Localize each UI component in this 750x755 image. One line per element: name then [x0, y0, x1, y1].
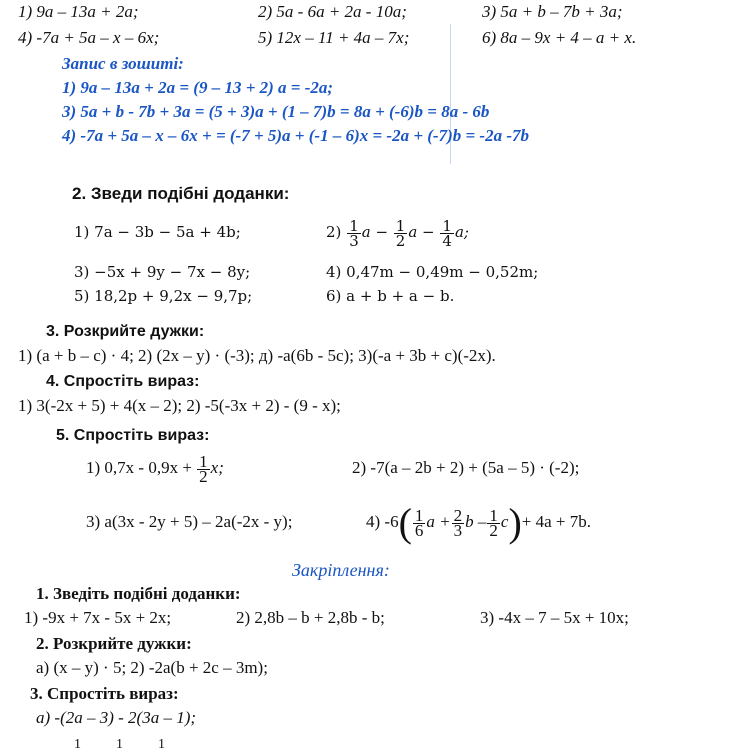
frac-num: 1: [395, 216, 406, 235]
fraction: [197, 451, 210, 486]
task2-item-2-prefix: 2): [326, 223, 342, 241]
cons-task2-line: а) (x – y) · 5; 2) -2a(b + 2c – 3m);: [36, 658, 268, 677]
cons-task3-title: 3. Спростіть вираз:: [30, 684, 179, 703]
frac-den: 2: [395, 231, 406, 250]
cons-task1-c: 3) -4x – 7 – 5x + 10x;: [480, 608, 629, 627]
frac-den: 6: [414, 520, 424, 540]
term-var: c: [500, 512, 509, 531]
task2-item-5: 5) 18,2p + 9,2x − 9,7p;: [74, 287, 253, 305]
frac-den: 2: [489, 520, 498, 540]
fraction: [394, 216, 408, 250]
task5-item-4: [366, 500, 591, 544]
top-expr-4: 4) -7a + 5a – x – 6x;: [18, 28, 160, 47]
task2-item-1: 1) 7a − 3b − 5a + 4b;: [74, 223, 241, 241]
term-var: a +: [426, 512, 451, 531]
notebook-line-1: 1) 9a – 13a + 2a = (9 – 13 + 2) a = -2a;: [62, 78, 334, 97]
fraction: [347, 216, 361, 250]
cons-task1-a: 1) -9x + 7x - 5x + 2x;: [24, 608, 172, 627]
term-var: a −: [361, 223, 389, 241]
cons-task3-line: а) -(2a – 3) - 2(3a – 1);: [36, 708, 197, 727]
task5-item-4-b: + 4a + 7b.: [521, 512, 591, 531]
task2-title: 2. Зведи подібні доданки:: [72, 184, 290, 203]
top-expr-1: 1) 9a – 13a + 2a;: [18, 2, 139, 21]
frac-num: 1: [414, 505, 424, 525]
task5-title: 5. Спростіть вираз:: [56, 427, 210, 444]
top-expr-2: 2) 5a - 6a + 2a - 10a;: [258, 2, 407, 21]
frac-num: 1: [199, 451, 208, 471]
task5-item-1: [86, 448, 224, 488]
notebook-title: Запис в зошиті:: [62, 54, 184, 73]
right-paren: ): [508, 500, 522, 546]
cons-task3-partial: 1 1 1: [74, 737, 165, 752]
fraction: [413, 505, 426, 540]
task3-line: 1) (a + b – c) · 4; 2) (2x – y) · (-3); д) -a(6b - 5c); 3)(-a + 3b + c)(-2x).: [18, 346, 496, 365]
notebook-line-4: 4) -7a + 5a – x – 6x + = (-7 + 5)a + (-1 – 6)x = -2a + (-7)b = -2a -7b: [62, 126, 530, 145]
task2-item-2: [326, 212, 469, 252]
cons-task1-title: 1. Зведіть подібні доданки:: [36, 584, 241, 603]
frac-den: 3: [453, 520, 463, 540]
task2-item-6: 6) a + b + a − b.: [326, 287, 455, 305]
cons-task2-title: 2. Розкрийте дужки:: [36, 634, 192, 653]
task5-item-1-b: x;: [210, 458, 224, 477]
frac-num: 2: [453, 505, 463, 525]
top-expr-6: 6) 8a – 9x + 4 – a + x.: [482, 28, 637, 47]
term-var: b –: [465, 512, 487, 531]
frac-num: 1: [442, 216, 452, 235]
task2-item-4: 4) 0,47m − 0,49m − 0,52m;: [326, 263, 539, 281]
frac-den: 4: [442, 231, 452, 250]
term-var: a −: [408, 223, 435, 241]
task5-item-3: 3) a(3x - 2y + 5) – 2a(-2x - y);: [86, 512, 293, 531]
frac-num: 1: [349, 216, 359, 235]
left-paren: (: [398, 500, 412, 546]
top-expr-3: 3) 5a + b – 7b + 3a;: [482, 2, 623, 21]
task5-item-2: 2) -7(a – 2b + 2) + (5a – 5) · (-2);: [352, 458, 580, 477]
notebook-line-3: 3) 5a + b - 7b + 3a = (5 + 3)a + (1 – 7)b = 8a + (-6)b = 8a - 6b: [62, 102, 490, 121]
consolidation-title: Закріплення:: [292, 560, 390, 580]
task4-line: 1) 3(-2x + 5) + 4(x – 2); 2) -5(-3x + 2) - (9 - x);: [18, 396, 341, 415]
task5-item-1-a: 1) 0,7x - 0,9x +: [86, 458, 192, 477]
frac-den: 2: [199, 466, 208, 486]
fraction: [440, 216, 454, 250]
task4-title: 4. Спростіть вираз:: [46, 373, 200, 390]
fraction: [487, 505, 500, 540]
cons-task1-b: 2) 2,8b – b + 2,8b - b;: [236, 608, 385, 627]
task5-item-4-a: 4) -6: [366, 512, 399, 531]
task2-item-3: 3) −5x + 9y − 7x − 8y;: [74, 263, 251, 281]
frac-num: 1: [489, 505, 498, 525]
top-expr-5: 5) 12x – 11 + 4a – 7x;: [258, 28, 410, 47]
term-var: a;: [454, 223, 469, 241]
fraction: [452, 505, 465, 540]
frac-den: 3: [349, 231, 359, 250]
task3-title: 3. Розкрийте дужки:: [46, 323, 205, 340]
